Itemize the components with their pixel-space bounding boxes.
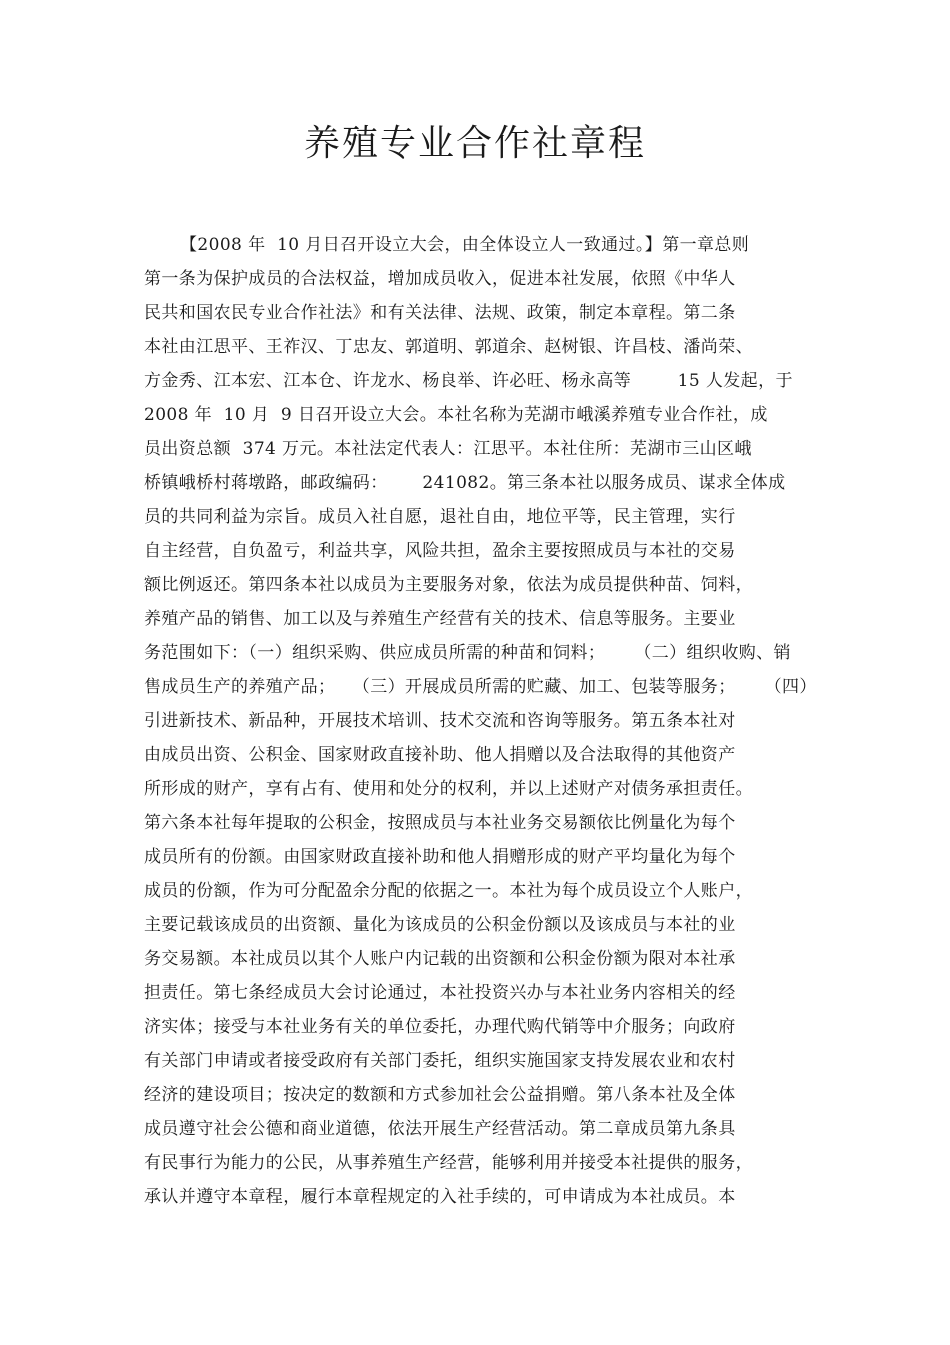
body-line: 桥镇峨桥村蒋墩路，邮政编码： 241082。第三条本社以服务成员、谋求全体成 bbox=[144, 473, 786, 493]
body-line: 承认并遵守本章程，履行本章程规定的入社手续的，可申请成为本社成员。本 bbox=[144, 1187, 736, 1207]
body-line: 本社由江思平、王祚汉、丁忠友、郭道明、郭道余、赵树银、许昌枝、潘尚荣、 bbox=[144, 337, 753, 357]
body-line: 第六条本社每年提取的公积金，按照成员与本社业务交易额依比例量化为每个 bbox=[144, 813, 736, 833]
body-line: 方金秀、江本宏、江本仓、许龙水、杨良举、许必旺、杨永高等 15 人发起，于 bbox=[144, 371, 793, 391]
body-line: 员出资总额 374 万元。本社法定代表人：江思平。本社住所：芜湖市三山区峨 bbox=[144, 439, 752, 459]
body-line: 成员的份额，作为可分配盈余分配的依据之一。本社为每个成员设立个人账户， bbox=[144, 881, 753, 901]
body-line: 2008 年 10 月 9 日召开设立大会。本社名称为芜湖市峨溪养殖专业合作社，成 bbox=[144, 405, 768, 425]
body-line: 务范围如下：（一）组织采购、供应成员所需的种苗和饲料； （二）组织收购、销 bbox=[144, 643, 791, 663]
body-line: 额比例返还。第四条本社以成员为主要服务对象，依法为成员提供种苗、饲料， bbox=[144, 575, 753, 595]
body-line: 经济的建设项目；按决定的数额和方式参加社会公益捐赠。第八条本社及全体 bbox=[144, 1085, 736, 1105]
body-line: 第一条为保护成员的合法权益，增加成员收入，促进本社发展，依照《中华人 bbox=[144, 269, 736, 289]
body-line: 担责任。第七条经成员大会讨论通过，本社投资兴办与本社业务内容相关的经 bbox=[144, 983, 736, 1003]
body-line: 售成员生产的养殖产品； （三）开展成员所需的贮藏、加工、包装等服务； （四） bbox=[144, 677, 817, 697]
body-line: 养殖产品的销售、加工以及与养殖生产经营有关的技术、信息等服务。主要业 bbox=[144, 609, 736, 629]
body-line: 【2008 年 10 月日召开设立大会，由全体设立人一致通过。】第一章总则 bbox=[180, 235, 750, 255]
body-line: 引进新技术、新品种，开展技术培训、技术交流和咨询等服务。第五条本社对 bbox=[144, 711, 736, 731]
body-line: 有关部门申请或者接受政府有关部门委托，组织实施国家支持发展农业和农村 bbox=[144, 1051, 736, 1071]
body-line: 有民事行为能力的公民，从事养殖生产经营，能够利用并接受本社提供的服务， bbox=[144, 1153, 753, 1173]
body-line: 成员遵守社会公德和商业道德，依法开展生产经营活动。第二章成员第九条具 bbox=[144, 1119, 736, 1139]
body-line: 由成员出资、公积金、国家财政直接补助、他人捐赠以及合法取得的其他资产 bbox=[144, 745, 736, 765]
document-title: 养殖专业合作社章程 bbox=[303, 123, 646, 164]
body-line: 济实体；接受与本社业务有关的单位委托，办理代购代销等中介服务；向政府 bbox=[144, 1017, 736, 1037]
body-line: 民共和国农民专业合作社法》和有关法律、法规、政策，制定本章程。第二条 bbox=[144, 303, 736, 323]
body-line: 自主经营，自负盈亏，利益共享，风险共担，盈余主要按照成员与本社的交易 bbox=[144, 541, 736, 561]
body-line: 务交易额。本社成员以其个人账户内记载的出资额和公积金份额为限对本社承 bbox=[144, 949, 736, 969]
body-line: 主要记载该成员的出资额、量化为该成员的公积金份额以及该成员与本社的业 bbox=[144, 915, 736, 935]
body-line: 员的共同利益为宗旨。成员入社自愿，退社自由，地位平等，民主管理，实行 bbox=[144, 507, 736, 527]
body-line: 所形成的财产，享有占有、使用和处分的权利，并以上述财产对债务承担责任。 bbox=[144, 779, 753, 799]
body-line: 成员所有的份额。由国家财政直接补助和他人捐赠形成的财产平均量化为每个 bbox=[144, 847, 736, 867]
